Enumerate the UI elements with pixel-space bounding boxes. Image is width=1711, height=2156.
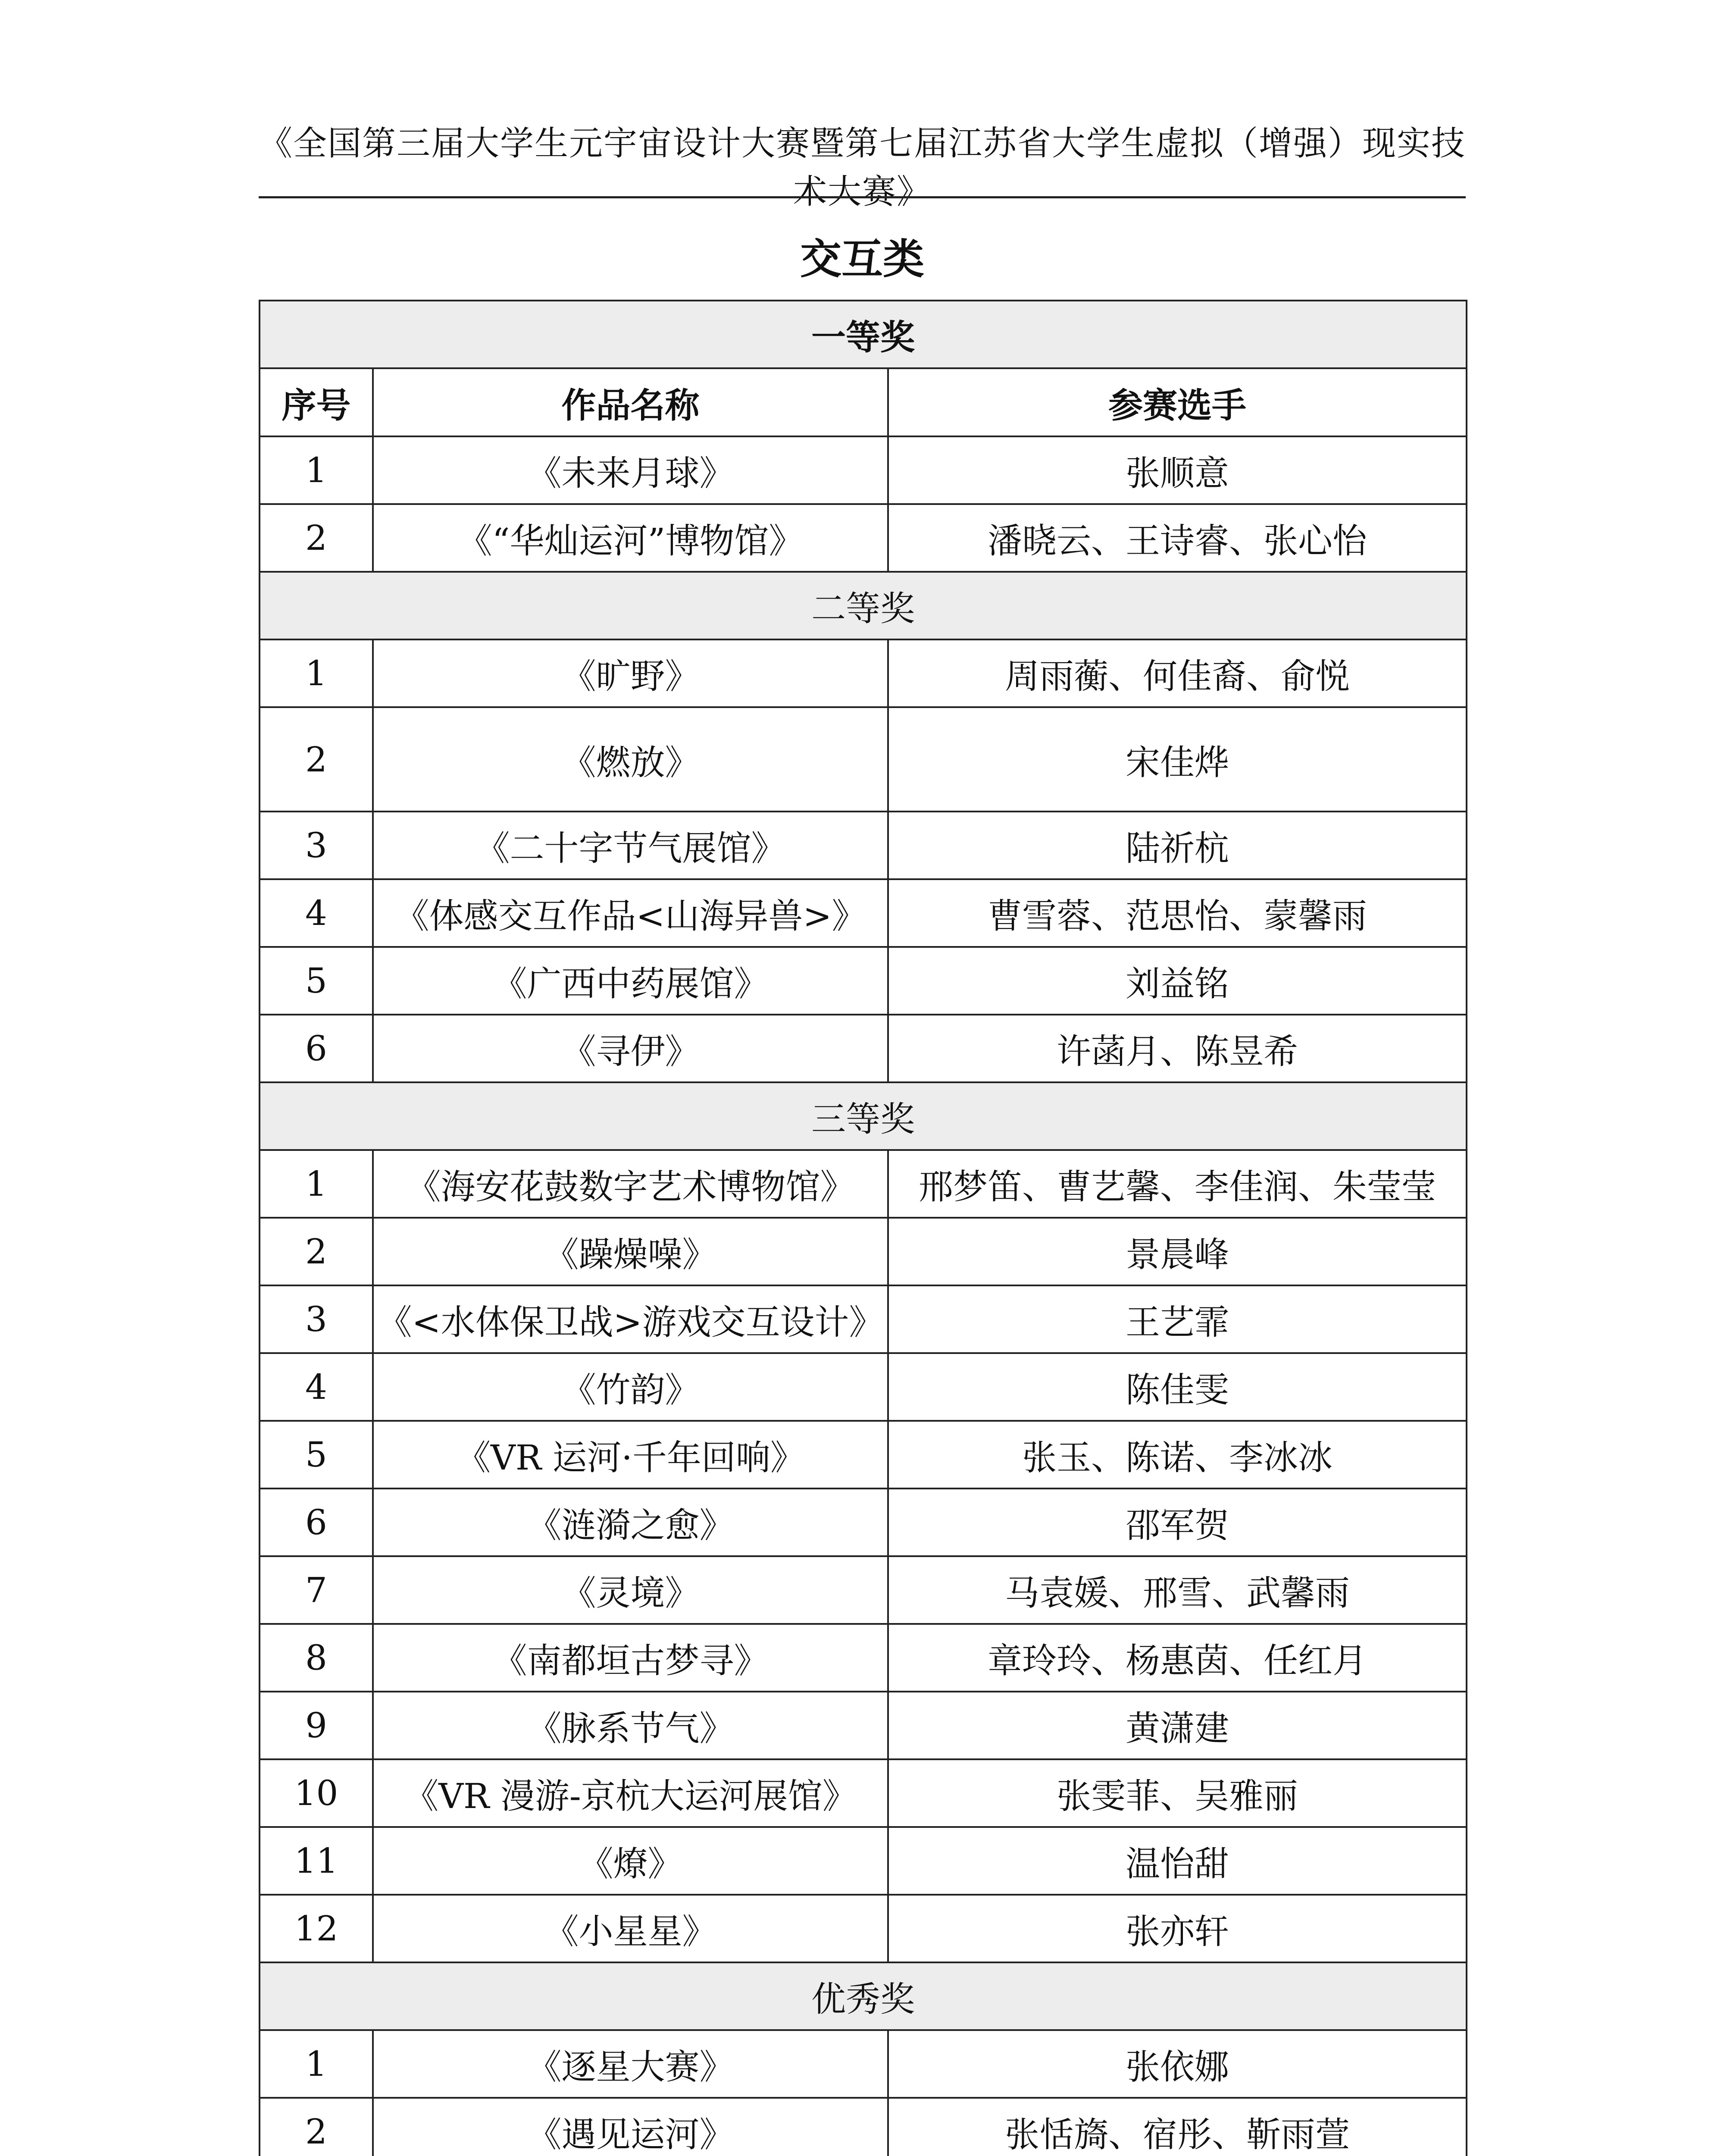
table-row: [260, 639, 1467, 707]
section-third-prize: [260, 1082, 1467, 1150]
row-index: 5: [260, 947, 373, 1015]
row-participants: 温怡甜: [888, 1827, 1467, 1895]
row-work: 《体感交互作品<山海异兽>》: [373, 879, 888, 947]
table-row: [260, 947, 1467, 1015]
section-title: 二等奖: [260, 572, 1467, 639]
table-row: [260, 2098, 1467, 2156]
row-work: 《二十字节气展馆》: [373, 812, 888, 879]
row-work: 《小星星》: [373, 1895, 888, 1962]
row-index: 1: [260, 639, 373, 707]
table-row: [260, 1692, 1467, 1759]
row-work: 《寻伊》: [373, 1015, 888, 1082]
table-row: [260, 812, 1467, 879]
table-row: [260, 504, 1467, 572]
row-index: 3: [260, 812, 373, 879]
row-participants: 邢梦笛、曹艺馨、李佳润、朱莹莹: [888, 1150, 1467, 1218]
table-row: [260, 2030, 1467, 2098]
row-index: 12: [260, 1895, 373, 1962]
row-work: 《“华灿运河”博物馆》: [373, 504, 888, 572]
row-index: 2: [260, 504, 373, 572]
row-work: 《广西中药展馆》: [373, 947, 888, 1015]
table-header-row: [260, 368, 1467, 436]
table-row: [260, 1556, 1467, 1624]
row-work: 《VR 漫游-京杭大运河展馆》: [373, 1759, 888, 1827]
column-header-index: 序号: [260, 368, 373, 436]
table-row: [260, 1759, 1467, 1827]
row-work: 《未来月球》: [373, 436, 888, 504]
row-participants: 宋佳烨: [888, 707, 1467, 812]
row-work: 《脉系节气》: [373, 1692, 888, 1759]
row-participants: 景晨峰: [888, 1218, 1467, 1285]
row-index: 6: [260, 1489, 373, 1556]
table-row: [260, 1827, 1467, 1895]
table-row: [260, 879, 1467, 947]
row-index: 10: [260, 1759, 373, 1827]
table-row: [260, 1489, 1467, 1556]
row-participants: 潘晓云、王诗睿、张心怡: [888, 504, 1467, 572]
row-work: 《VR 运河·千年回响》: [373, 1421, 888, 1489]
table-row: [260, 1218, 1467, 1285]
row-participants: 张依娜: [888, 2030, 1467, 2098]
table-row: [260, 1285, 1467, 1353]
row-index: 1: [260, 436, 373, 504]
table-row: [260, 1015, 1467, 1082]
row-participants: 陆祈杭: [888, 812, 1467, 879]
row-index: 2: [260, 2098, 373, 2156]
table-row: [260, 436, 1467, 504]
column-header-work: 作品名称: [373, 368, 888, 436]
row-participants: 王艺霏: [888, 1285, 1467, 1353]
table-row: [260, 1895, 1467, 1962]
row-participants: 黄潇建: [888, 1692, 1467, 1759]
section-title: 优秀奖: [260, 1962, 1467, 2030]
row-work: 《灵境》: [373, 1556, 888, 1624]
row-index: 7: [260, 1556, 373, 1624]
row-index: 3: [260, 1285, 373, 1353]
row-work: 《<水体保卫战>游戏交互设计》: [373, 1285, 888, 1353]
row-work: 《海安花鼓数字艺术博物馆》: [373, 1150, 888, 1218]
column-header-participants: 参赛选手: [888, 368, 1467, 436]
row-work: 《旷野》: [373, 639, 888, 707]
row-index: 1: [260, 2030, 373, 2098]
table-row: [260, 707, 1467, 812]
row-work: 《竹韵》: [373, 1353, 888, 1421]
section-first-prize: [260, 301, 1467, 368]
row-participants: 周雨蘅、何佳裔、俞悦: [888, 639, 1467, 707]
section-title: 一等奖: [260, 301, 1467, 368]
row-index: 1: [260, 1150, 373, 1218]
row-work: 《躁燥噪》: [373, 1218, 888, 1285]
row-work: 《南都垣古梦寻》: [373, 1624, 888, 1692]
row-participants: 张雯菲、吴雅丽: [888, 1759, 1467, 1827]
section-second-prize: [260, 572, 1467, 639]
row-participants: 张恬旖、宿彤、靳雨萱: [888, 2098, 1467, 2156]
row-index: 8: [260, 1624, 373, 1692]
row-participants: 刘益铭: [888, 947, 1467, 1015]
page-title: 交互类: [800, 235, 924, 283]
row-index: 9: [260, 1692, 373, 1759]
row-participants: 张顺意: [888, 436, 1467, 504]
section-excellence-prize: [260, 1962, 1467, 2030]
page-header: 《全国第三届大学生元宇宙设计大赛暨第七届江苏省大学生虚拟（增强）现实技术大赛》: [259, 124, 1466, 211]
row-index: 2: [260, 707, 373, 812]
row-work: 《逐星大赛》: [373, 2030, 888, 2098]
row-participants: 曹雪蓉、范思怡、蒙馨雨: [888, 879, 1467, 947]
row-participants: 马袁媛、邢雪、武馨雨: [888, 1556, 1467, 1624]
table-row: [260, 1421, 1467, 1489]
row-participants: 邵军贺: [888, 1489, 1467, 1556]
row-work: 《燃放》: [373, 707, 888, 812]
row-participants: 张亦轩: [888, 1895, 1467, 1962]
row-index: 6: [260, 1015, 373, 1082]
table-row: [260, 1150, 1467, 1218]
row-index: 4: [260, 879, 373, 947]
row-index: 2: [260, 1218, 373, 1285]
header-divider: [259, 196, 1466, 198]
table-row: [260, 1353, 1467, 1421]
row-participants: 章玲玲、杨惠茵、任红月: [888, 1624, 1467, 1692]
row-work: 《遇见运河》: [373, 2098, 888, 2156]
row-participants: 张玉、陈诺、李冰冰: [888, 1421, 1467, 1489]
section-title: 三等奖: [260, 1082, 1467, 1150]
row-participants: 陈佳雯: [888, 1353, 1467, 1421]
table-row: [260, 1624, 1467, 1692]
row-index: 5: [260, 1421, 373, 1489]
awards-table: [259, 300, 1467, 2156]
row-work: 《涟漪之愈》: [373, 1489, 888, 1556]
row-index: 4: [260, 1353, 373, 1421]
row-work: 《燎》: [373, 1827, 888, 1895]
row-participants: 许菡月、陈昱希: [888, 1015, 1467, 1082]
row-index: 11: [260, 1827, 373, 1895]
